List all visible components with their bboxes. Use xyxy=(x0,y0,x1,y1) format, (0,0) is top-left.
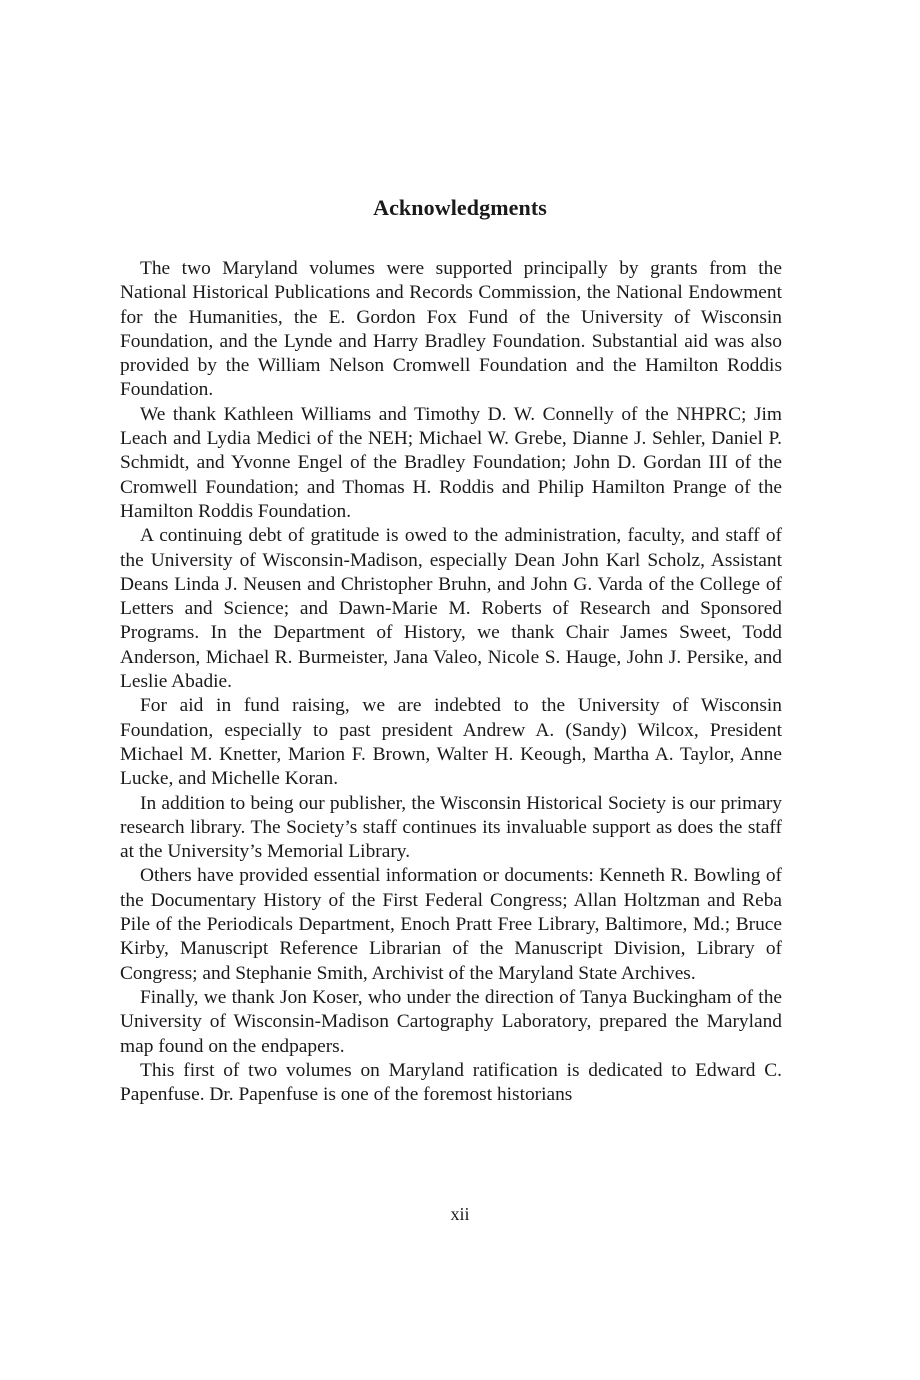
paragraph-funding: The two Maryland volumes were supported principally by grants from the National Historical Publications and Records Commission, the National Endowment for the Humanities, the E. Gordon Fox Fund of the University of Wisconsin Foundation, and the Lynde and Harry Bradley Foundation. Substantial aid was also provided by the William Nelson Cromwell Foundation and the Hamilton Roddis Foundation. xyxy=(120,258,782,401)
paragraph-fund-raising: For aid in fund raising, we are indebted to the University of Wisconsin Foundation, especially to past president Andrew A. (Sandy) Wilcox, President Michael M. Knetter, Marion F. Brown, Walter H. Keough, Martha A. Taylor, Anne Lucke, and Michelle Koran. xyxy=(120,695,782,790)
page-title: Acknowledgments xyxy=(373,194,547,220)
paragraph-map: Finally, we thank Jon Koser, who under the direction of Tanya Buckingham of the University of Wisconsin-Madison Cartography Laboratory, prepared the Maryland map found on the endpapers. xyxy=(120,986,782,1057)
paragraph-thanks-staff: We thank Kathleen Williams and Timothy D. W. Connelly of the NHPRC; Jim Leach and Lydia Medici of the NEH; Michael W. Grebe, Dianne J. Sehler, Daniel P. Schmidt, and Yvonne Engel of the Bradley Foundation; John D. Gordan III of the Cromwell Foundation; and Thomas H. Roddis and Philip Hamilton Prange of the Hamilton Roddis Foundation. xyxy=(120,403,782,522)
body-text xyxy=(120,257,782,1107)
page-number: xii xyxy=(450,1204,470,1224)
paragraph-dedication: This first of two volumes on Maryland ratification is dedicated to Edward C. Papenfuse. Dr. Papenfuse is one of the foremost historians xyxy=(120,1059,782,1106)
paragraph-documents: Others have provided essential information or documents: Kenneth R. Bowling of the Documentary History of the First Federal Congress; Allan Holtzman and Reba Pile of the Periodicals Department, Enoch Pratt Free Library, Baltimore, Md.; Bruce Kirby, Manuscript Reference Librarian of the Manuscript Division, Library of Congress; and Stephanie Smith, Archivist of the Maryland State Archives. xyxy=(120,865,782,984)
paragraph-university: A continuing debt of gratitude is owed to the administration, faculty, and staff of the University of Wisconsin-Madison, especially Dean John Karl Scholz, Assistant Deans Linda J. Neusen and Christopher Bruhn, and John G. Varda of the College of Letters and Science; and Dawn-Marie M. Roberts of Research and Sponsored Programs. In the Department of History, we thank Chair James Sweet, Todd Anderson, Michael R. Burmeister, Jana Valeo, Nicole S. Hauge, John J. Persike, and Leslie Abadie. xyxy=(120,525,782,693)
paragraph-publisher: In addition to being our publisher, the Wisconsin Historical Society is our primary research library. The Society’s staff continues its invaluable support as does the staff at the University’s Memorial Library. xyxy=(120,792,782,863)
